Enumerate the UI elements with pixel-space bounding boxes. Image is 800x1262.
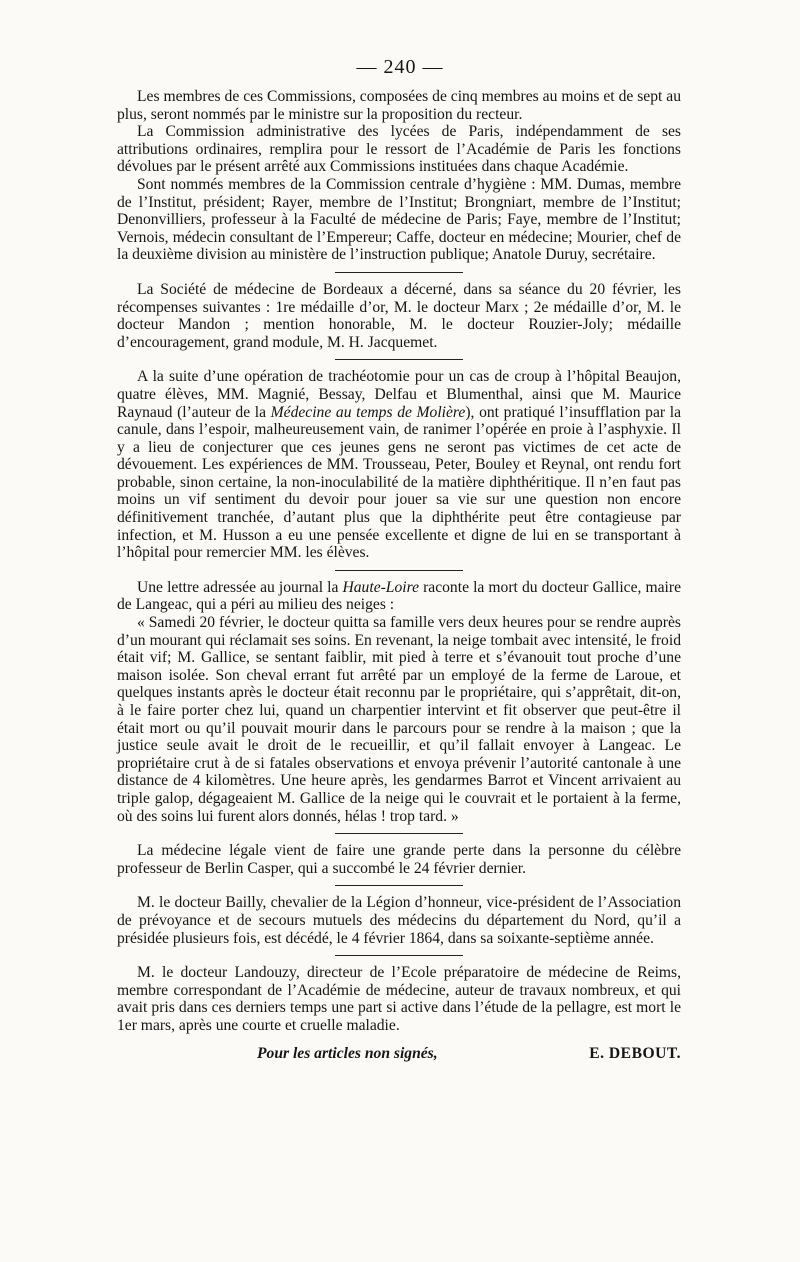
section-divider [335, 833, 463, 834]
paragraph-commission-paris: La Commission administrative des lycées de Paris, indépendamment de ses attributions ordinaires, remplira pour le ressort de l’Académie de Paris les fonctions dévolues par le présent arrêté aux Commissions instituées dans chaque Académie. [117, 123, 681, 176]
paragraph-text-end: ), ont pratiqué l’insufflation par la canule, dans l’espoir, malheureusement vain, de ranimer l’opérée en proie à l’asphyxie. Il y a lieu de conjecturer que ces jeunes gens ne seront pas victimes de cet acte de dévouement. Les expériences de MM. Trousseau, Peter, Bouley et Reynal, ont rendu fort probable, sinon certaine, la non-inoculabilité de la matière diphthéritique. Il n’en faut pas moins un vif sentiment du devoir pour jouer sa vie sur une question non encore définitivement tranchée, d’autant plus que la diphthérite peut être contagieuse par infection, et M. Husson a eu une pensée excellente et digne de lui en se transportant à l’hôpital pour remercier MM. les élèves. [117, 403, 681, 562]
section-divider [335, 359, 463, 360]
section-divider [335, 885, 463, 886]
paragraph-tracheotomy [117, 368, 681, 562]
paragraph-casper: La médecine légale vient de faire une grande perte dans la personne du célèbre professeur de Berlin Casper, qui a succombé le 24 février dernier. [117, 842, 681, 877]
journal-title: Haute-Loire [342, 578, 420, 596]
paragraph-text-start: Une lettre adressée au journal la [137, 578, 343, 596]
signature-author: E. DEBOUT. [589, 1044, 681, 1062]
paragraph-bailly: M. le docteur Bailly, chevalier de la Légion d’honneur, vice-président de l’Association de prévoyance et de secours mutuels des médecins du département du Nord, qu’il a présidée plusieurs fois, est décédé, le 4 février 1864, dans sa soixante-septième année. [117, 894, 681, 947]
paragraph-landouzy: M. le docteur Landouzy, directeur de l’Ecole préparatoire de médecine de Reims, membre correspondant de l’Académie de médecine, auteur de travaux nombreux, et qui avait pris dans ces derniers temps une part si active dans l’étude de la pellagre, est mort le 1er mars, après une courte et cruelle maladie. [117, 964, 681, 1034]
signature-line [117, 1045, 681, 1063]
section-divider [335, 955, 463, 956]
signature-note: Pour les articles non signés, [257, 1044, 438, 1062]
book-title: Médecine au temps de Molière [270, 403, 466, 421]
paragraph-text-start: A la suite d’une opération de trachéotomie pour un cas de croup à l’hôpital Beaujon, quatre élèves, MM. Magnié, Bessay, Delfau et Blumenthal, ainsi que M. Maurice Raynaud (l’auteur de la [117, 368, 681, 421]
paragraph-text-end: raconte la mort du docteur Gallice, maire de Langeac, qui a péri au milieu des neiges : [117, 578, 681, 614]
section-divider [335, 272, 463, 273]
paragraph-commission-hygiene: Sont nommés membres de la Commission centrale d’hygiène : MM. Dumas, membre de l’Institut, président; Rayer, membre de l’Institut; Brongniart, membre de l’Institut; Denonvilliers, professeur à la Faculté de médecine de Paris; Faye, membre de l’Institut; Vernois, médecin consultant de l’Empereur; Caffe, docteur en médecine; Mourier, chef de la deuxième division au ministère de l’instruction publique; Anatole Duruy, secrétaire. [117, 175, 681, 264]
section-divider [335, 570, 463, 571]
article-column [117, 88, 681, 1063]
paragraph-gallice-account: « Samedi 20 février, le docteur quitta sa famille vers deux heures pour se rendre auprès d’un mourant qui réclamait ses soins. En revenant, la neige tombait avec intensité, le froid était vif; M. Gallice, se sentant faiblir, mit pied à terre et s’évanouit tout proche d’une maison isolée. Son cheval errant fut arrêté par un employé de la ferme de Laroue, et quelques instants après le docteur était reconnu par le propriétaire, qui s’apprêtait, dit-on, à le faire porter chez lui, quand un charpentier intervint et fit observer que peut-être il était mort ou qu’il pouvait mourir dans le parcours pour se rendre à la maison ; que la justice seule avait le droit de le recueillir, et qu’il fallait envoyer à Langeac. Le propriétaire crut à de si fatales observations et envoya prévenir l’autorité cantonale à une distance de 4 kilomètres. Une heure après, les gendarmes Barrot et Vincent arrivaient au triple galop, dégageaient M. Gallice de la neige qui le couvrait et le portaient à la ferme, où des soins lui furent alors donnés, hélas ! trop tard. » [117, 614, 681, 825]
page-number: — 240 — [356, 56, 444, 78]
paragraph-haute-loire-letter [117, 579, 681, 614]
paragraph-bordeaux-awards: La Société de médecine de Bordeaux a décerné, dans sa séance du 20 février, les récompenses suivantes : 1re médaille d’or, M. le docteur Marx ; 2e médaille d’or, M. le docteur Mandon ; mention honorable, M. le docteur Rouzier-Joly; médaille d’encouragement, grand module, M. H. Jacquemet. [117, 280, 681, 351]
paragraph-commissions-members: Les membres de ces Commissions, composées de cinq membres au moins et de sept au plus, seront nommés par le ministre sur la proposition du recteur. [117, 88, 681, 123]
